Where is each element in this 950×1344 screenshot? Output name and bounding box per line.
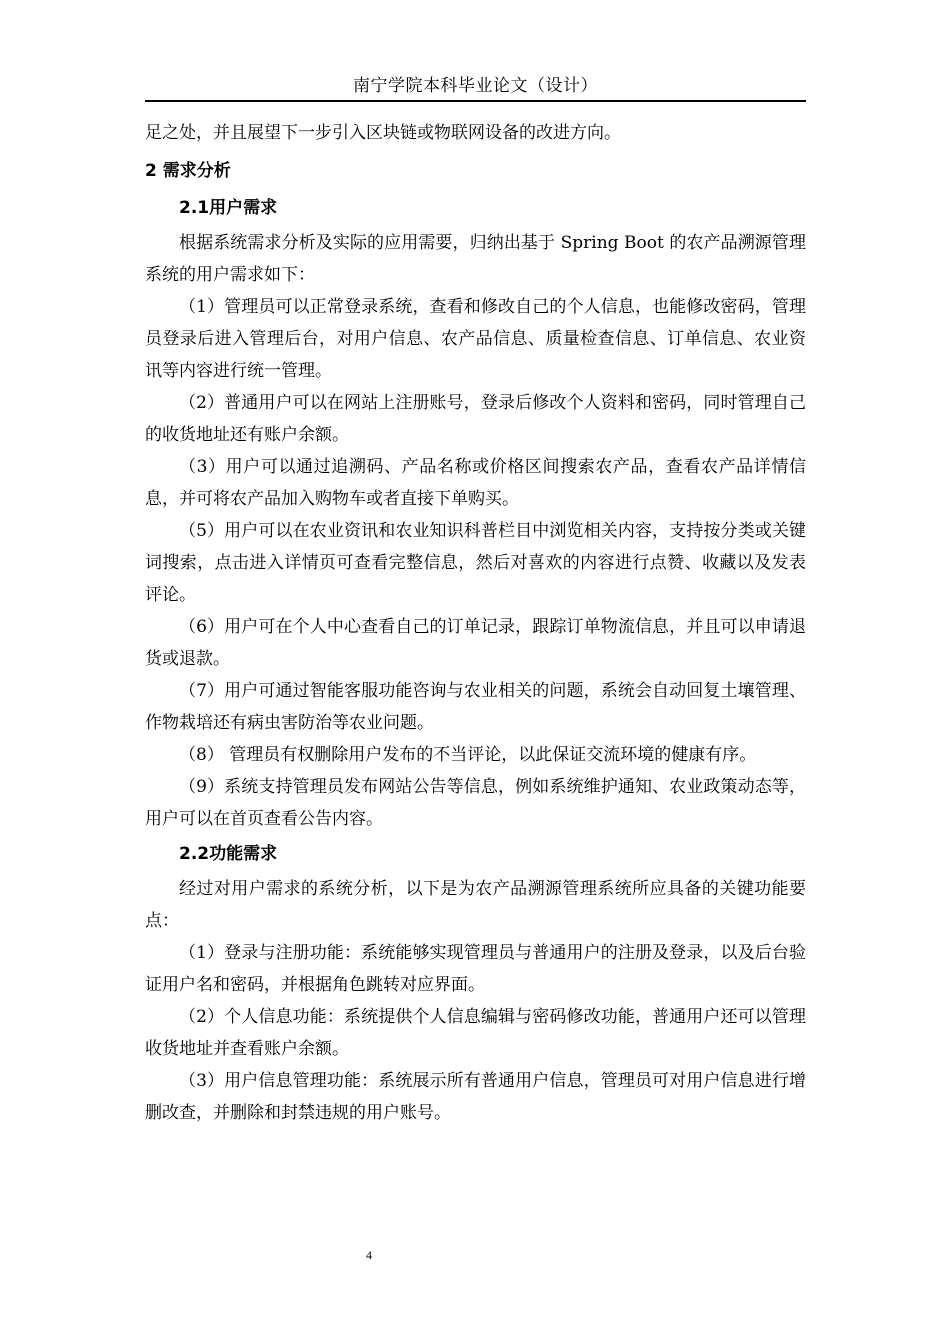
paragraph: （9）系统支持管理员发布网站公告等信息，例如系统维护通知、农业政策动态等，用户可以在首页查看公告内容。 <box>145 777 806 829</box>
header-rule <box>145 100 806 102</box>
page-number: 4 <box>366 1248 372 1262</box>
paragraph: （6）用户可在个人中心查看自己的订单记录，跟踪订单物流信息，并且可以申请退货或退款。 <box>145 617 806 669</box>
paragraph: 根据系统需求分析及实际的应用需要，归纳出基于 Spring Boot 的农产品溯源管理系统的用户需求如下： <box>145 233 806 285</box>
document-body <box>145 117 806 1129</box>
subsection-heading-user-requirements: 2.1用户需求 <box>179 198 278 218</box>
paragraph: （3）用户信息管理功能：系统展示所有普通用户信息，管理员可对用户信息进行增删改查，并删除和封禁违规的用户账号。 <box>145 1071 806 1123</box>
paragraph: （2）个人信息功能：系统提供个人信息编辑与密码修改功能，普通用户还可以管理收货地址并查看账户余额。 <box>145 1007 806 1059</box>
paragraph: （1）管理员可以正常登录系统，查看和修改自己的个人信息，也能修改密码，管理员登录后进入管理后台，对用户信息、农产品信息、质量检查信息、订单信息、农业资讯等内容进行统一管理。 <box>145 297 806 381</box>
paragraph: （2）普通用户可以在网站上注册账号，登录后修改个人资料和密码，同时管理自己的收货地址还有账户余额。 <box>145 393 806 445</box>
page-header: 南宁学院本科毕业论文（设计） <box>353 76 598 96</box>
paragraph: 经过对用户需求的系统分析，以下是为农产品溯源管理系统所应具备的关键功能要点： <box>145 879 806 931</box>
paragraph: （7）用户可通过智能客服功能咨询与农业相关的问题，系统会自动回复土壤管理、作物栽培还有病虫害防治等农业问题。 <box>145 681 806 733</box>
paragraph: （3）用户可以通过追溯码、产品名称或价格区间搜索农产品，查看农产品详情信息，并可将农产品加入购物车或者直接下单购买。 <box>145 457 806 509</box>
paragraph: （1）登录与注册功能：系统能够实现管理员与普通用户的注册及登录，以及后台验证用户名和密码，并根据角色跳转对应界面。 <box>145 943 806 995</box>
paragraph: （8） 管理员有权删除用户发布的不当评论，以此保证交流环境的健康有序。 <box>179 745 757 765</box>
carry-over-paragraph: 足之处，并且展望下一步引入区块链或物联网设备的改进方向。 <box>145 123 621 143</box>
subsection-heading-functional-requirements: 2.2功能需求 <box>179 844 278 864</box>
section-heading: 2 需求分析 <box>145 161 231 181</box>
paragraph: （5）用户可以在农业资讯和农业知识科普栏目中浏览相关内容，支持按分类或关键词搜索，点击进入详情页可查看完整信息，然后对喜欢的内容进行点赞、收藏以及发表评论。 <box>145 521 806 605</box>
